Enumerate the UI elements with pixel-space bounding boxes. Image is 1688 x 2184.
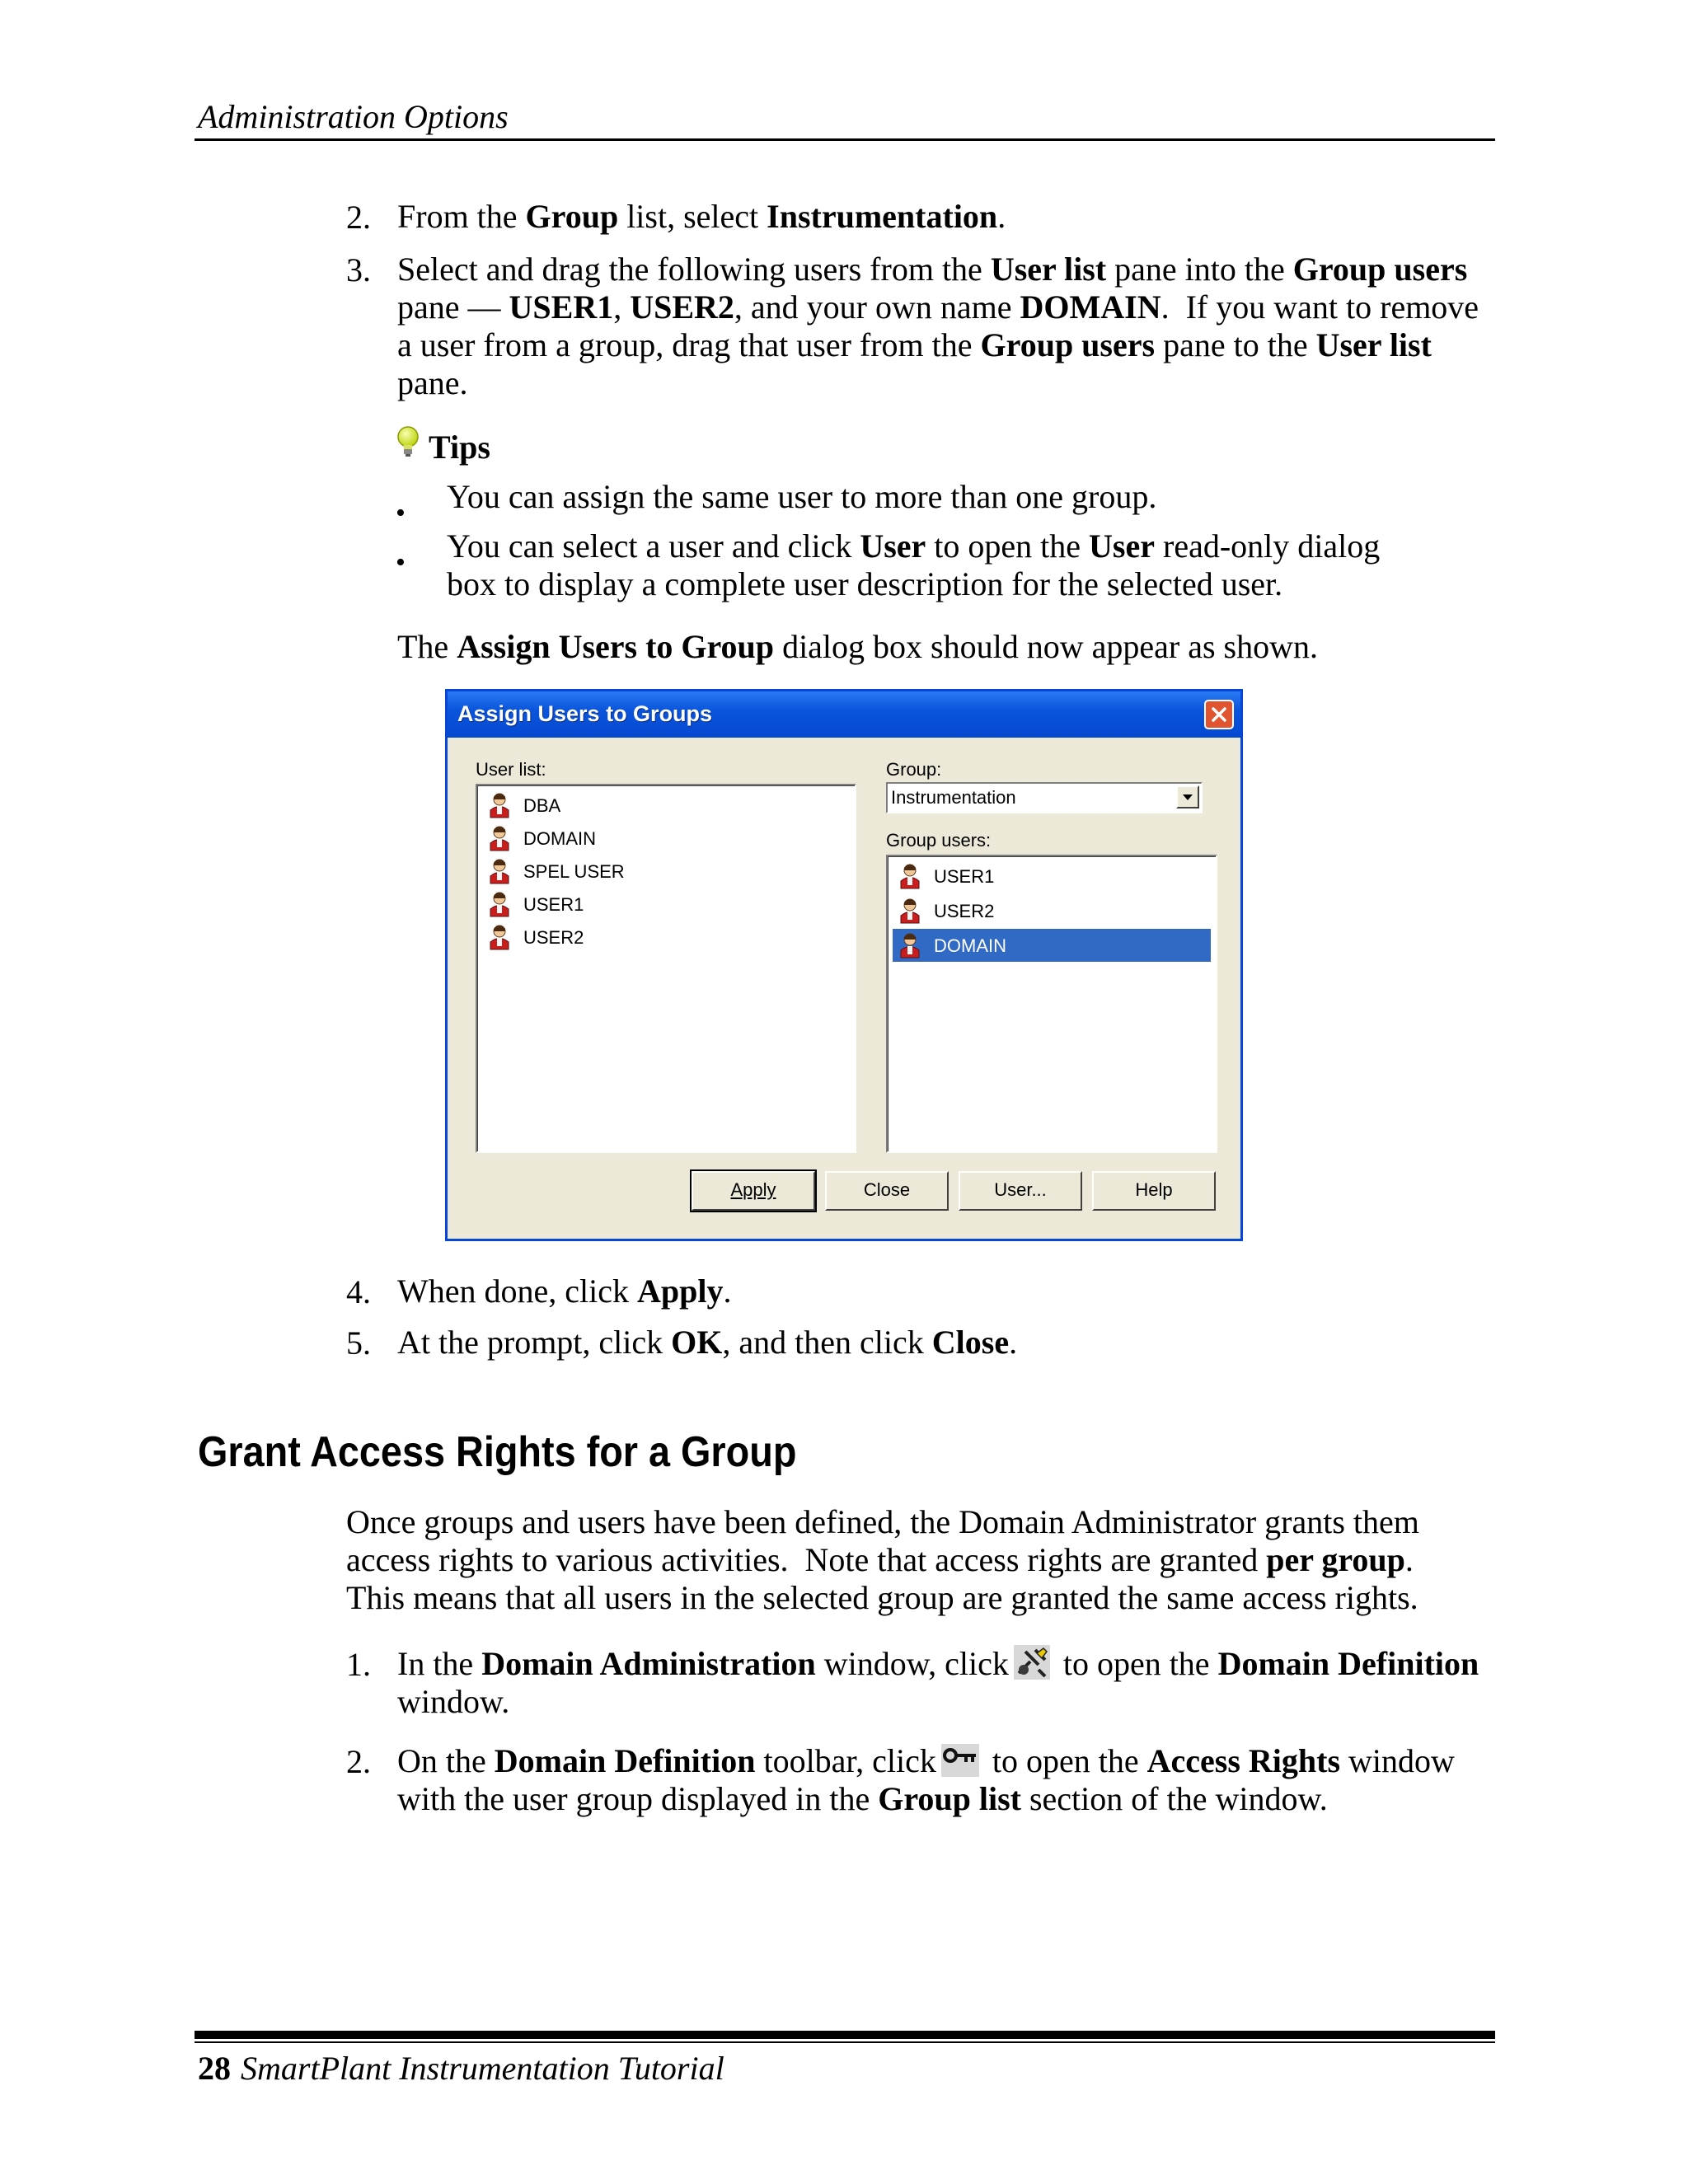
step-text-part xyxy=(397,1645,1009,1682)
text-run: You can select a user and click xyxy=(447,527,860,565)
group-select-value: Instrumentation xyxy=(891,787,1016,808)
user-icon xyxy=(487,924,512,955)
text-run: Select and drag the following users from the xyxy=(397,251,991,288)
step-text xyxy=(397,1645,1479,1688)
step-text xyxy=(397,198,1006,236)
bold-text: Group users xyxy=(980,326,1156,363)
header-rule xyxy=(195,138,1495,141)
text-run: box to display a complete user description for the selected user. xyxy=(447,565,1283,602)
list-item[interactable] xyxy=(482,822,850,855)
bold-text: Group users xyxy=(1292,251,1468,288)
section-intro xyxy=(346,1579,1418,1617)
section-intro xyxy=(346,1541,1414,1579)
group-users-box[interactable] xyxy=(886,855,1217,1153)
list-item[interactable] xyxy=(482,921,850,954)
section-intro xyxy=(346,1503,1419,1541)
text-run: list, select xyxy=(618,198,767,235)
bold-text: Domain Administration xyxy=(481,1645,816,1682)
text-run: read-only dialog xyxy=(1155,527,1381,565)
list-item-label: USER2 xyxy=(523,927,584,948)
user-icon xyxy=(898,932,922,963)
text-run: pane — xyxy=(397,288,509,326)
text-run: . xyxy=(1404,1541,1414,1578)
user-icon xyxy=(487,858,512,889)
step-number: 2. xyxy=(346,1743,371,1780)
step-text-part xyxy=(1055,1645,1479,1682)
bold-text: USER2 xyxy=(630,288,734,326)
bold-text: Group xyxy=(525,198,619,235)
text-run: toolbar, click xyxy=(755,1742,936,1779)
domain-definition-icon xyxy=(1014,1645,1050,1688)
text-run: a user from a group, drag that user from the xyxy=(397,326,981,363)
text-run: , and your own name xyxy=(734,288,1020,326)
list-item[interactable] xyxy=(893,894,1211,927)
bold-text: Instrumentation xyxy=(767,198,998,235)
text-run: to open the xyxy=(983,1742,1147,1779)
bold-text: Close xyxy=(931,1324,1010,1361)
apply-button[interactable] xyxy=(692,1171,815,1211)
step-number: 2. xyxy=(346,199,371,236)
dialog-title: Assign Users to Groups xyxy=(457,701,713,726)
text-run: , and then click xyxy=(722,1324,932,1361)
bold-text: Domain Definition xyxy=(494,1742,756,1779)
user-list-label: User list: xyxy=(476,759,546,780)
text-run: to open the xyxy=(926,527,1090,565)
step-text-part xyxy=(984,1742,1455,1779)
bullet: • xyxy=(396,498,406,528)
text-run: When done, click xyxy=(397,1272,637,1310)
text-run: On the xyxy=(397,1742,495,1779)
footer xyxy=(198,2049,724,2088)
tip-text xyxy=(447,565,1282,603)
text-run: section of the window. xyxy=(1020,1780,1328,1817)
user-icon xyxy=(898,898,922,929)
user-list-box[interactable] xyxy=(476,784,856,1153)
text-run: . If you want to remove xyxy=(1160,288,1479,326)
bold-text: Apply xyxy=(637,1272,724,1310)
user-icon xyxy=(487,891,512,922)
text-run: At the prompt, click xyxy=(397,1324,672,1361)
text-run: pane to the xyxy=(1155,326,1316,363)
bold-text: User xyxy=(860,527,926,565)
step-text xyxy=(397,1683,509,1721)
help-button[interactable]: Help xyxy=(1092,1171,1216,1211)
footer-rule xyxy=(195,2041,1495,2043)
bold-text: Group list xyxy=(878,1780,1021,1817)
text-run: window, click xyxy=(815,1645,1009,1682)
list-item[interactable] xyxy=(482,855,850,888)
text-run: . xyxy=(1009,1324,1018,1361)
bold-text: User xyxy=(1089,527,1155,565)
tip-text xyxy=(447,527,1380,565)
text-run: window. xyxy=(397,1683,510,1720)
dialog-titlebar xyxy=(448,691,1240,738)
text-run: access rights to various activities. Note that access rights are granted xyxy=(346,1541,1267,1578)
step-text xyxy=(397,251,1467,288)
group-users-label: Group users: xyxy=(886,830,992,851)
text-run: . xyxy=(723,1272,732,1310)
bold-text: OK xyxy=(671,1324,723,1361)
list-item[interactable] xyxy=(482,789,850,822)
page-header-title: Administration Options xyxy=(198,98,509,135)
group-label: Group: xyxy=(886,759,942,780)
list-item[interactable] xyxy=(893,860,1211,893)
text-run: pane into the xyxy=(1106,251,1293,288)
dialog-intro xyxy=(397,628,1318,666)
bold-text: Access Rights xyxy=(1146,1742,1341,1779)
text-run: From the xyxy=(397,198,526,235)
text-run: , xyxy=(613,288,631,326)
text-run: pane. xyxy=(397,364,468,401)
list-item-label: DOMAIN xyxy=(934,935,1006,956)
step-number: 5. xyxy=(346,1324,371,1361)
group-select[interactable] xyxy=(886,782,1203,813)
user-icon xyxy=(898,863,922,894)
bold-text: User list xyxy=(990,251,1107,288)
list-item-label: USER1 xyxy=(934,866,995,887)
text-run: window xyxy=(1340,1742,1455,1779)
bold-text: Assign Users to Group xyxy=(457,628,775,665)
step-text xyxy=(397,1742,1455,1785)
step-number: 3. xyxy=(346,251,371,288)
bold-text: User list xyxy=(1315,326,1432,363)
bold-text: DOMAIN xyxy=(1020,288,1161,326)
text-run: In the xyxy=(397,1645,482,1682)
list-item-label: DOMAIN xyxy=(523,828,596,849)
list-item[interactable] xyxy=(893,929,1211,962)
assign-users-dialog xyxy=(445,689,1243,1241)
step-text xyxy=(397,288,1479,326)
text-run: to open the xyxy=(1054,1645,1218,1682)
text-run: This means that all users in the selected group are granted the same access rights. xyxy=(346,1579,1418,1616)
list-item-label: DBA xyxy=(523,795,561,816)
section-heading: Grant Access Rights for a Group xyxy=(198,1428,797,1476)
footer-title: SmartPlant Instrumentation Tutorial xyxy=(241,2050,724,2087)
key-icon xyxy=(941,1744,979,1785)
step-text xyxy=(397,1780,1328,1818)
close-icon[interactable] xyxy=(1204,700,1234,729)
text-run: dialog box should now appear as shown. xyxy=(774,628,1318,665)
text-run: . xyxy=(997,198,1006,235)
bullet: • xyxy=(396,547,406,578)
step-text xyxy=(397,1272,732,1310)
text-run: You can assign the same user to more than one group. xyxy=(447,478,1157,515)
step-text xyxy=(397,364,468,402)
list-item[interactable] xyxy=(482,888,850,921)
step-text xyxy=(397,1324,1017,1361)
tips-label: Tips xyxy=(429,429,490,466)
dropdown-arrow-icon[interactable] xyxy=(1176,785,1199,808)
apply-label: Apply xyxy=(730,1179,776,1200)
page-number: 28 xyxy=(198,2050,231,2087)
bold-text: USER1 xyxy=(509,288,614,326)
text-run: Once groups and users have been defined, the Domain Administrator grants them xyxy=(346,1503,1419,1540)
list-item-label: SPEL USER xyxy=(523,861,625,882)
step-number: 4. xyxy=(346,1273,371,1310)
close-button[interactable]: Close xyxy=(825,1171,949,1211)
user-icon xyxy=(487,792,512,823)
user-button[interactable]: User... xyxy=(959,1171,1082,1211)
lightbulb-icon xyxy=(394,425,422,462)
step-text xyxy=(397,326,1432,364)
bold-text: Domain Definition xyxy=(1217,1645,1479,1682)
list-item-label: USER1 xyxy=(523,894,584,915)
user-icon xyxy=(487,825,512,856)
bold-text: per group xyxy=(1266,1541,1405,1578)
text-run: with the user group displayed in the xyxy=(397,1780,879,1817)
list-item-label: USER2 xyxy=(934,901,995,921)
footer-rule xyxy=(195,2031,1495,2039)
tip-text xyxy=(447,478,1156,516)
text-run: The xyxy=(397,628,457,665)
step-text-part xyxy=(397,1742,936,1779)
step-number: 1. xyxy=(346,1646,371,1683)
